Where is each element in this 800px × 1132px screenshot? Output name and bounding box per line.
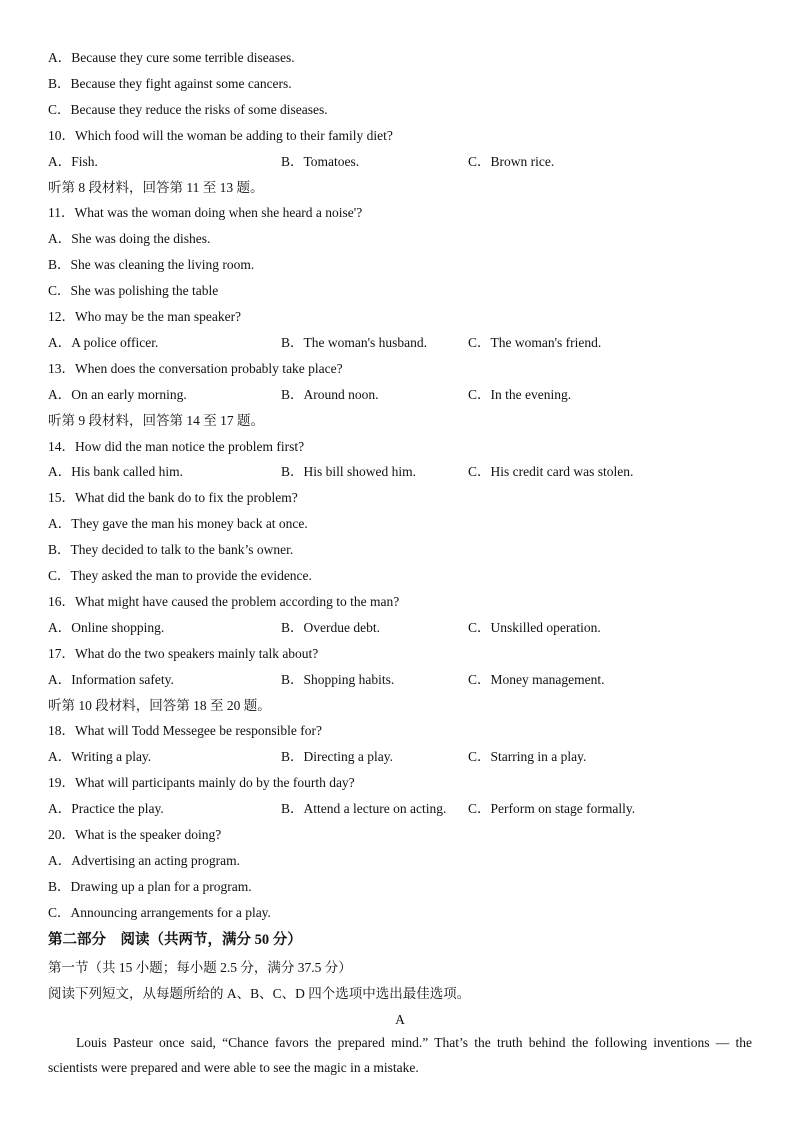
- text-line: A．She was doing the dishes.: [48, 231, 211, 247]
- option-item: B．Shopping habits.: [281, 671, 395, 687]
- option-row: [48, 154, 752, 170]
- text-line: 12．Who may be the man speaker?: [48, 309, 242, 324]
- text-line: 听第 10 段材料，回答第 18 至 20 题。: [48, 697, 271, 713]
- text-line: B．Drawing up a plan for a program.: [48, 878, 252, 894]
- text-line: 15．What did the bank do to fix the problem?: [48, 490, 298, 506]
- option-item: A．Fish.: [48, 153, 98, 169]
- option-item: A．Online shopping.: [48, 619, 165, 635]
- option-item: C．His credit card was stolen.: [468, 464, 634, 480]
- text-line: 16．What might have caused the problem according to the man?: [48, 593, 400, 609]
- passage-text: Louis Pasteur once said, “Chance favors the prepared mind.” That’s the truth behind the following inventions — the scientists were prepared and were able to see the magic in a mistake.: [48, 1035, 752, 1075]
- text-line: B．Because they fight against some cancers.: [48, 75, 292, 91]
- option-row: [48, 801, 752, 817]
- text-line: 14．How did the man notice the problem first?: [48, 438, 305, 454]
- text-line: 17．What do the two speakers mainly talk about?: [48, 645, 319, 661]
- option-row: [48, 620, 752, 636]
- text-line: 19．What will participants mainly do by the fourth day?: [48, 775, 355, 791]
- text-line: C．They asked the man to provide the evidence.: [48, 568, 312, 583]
- text-line: 13．When does the conversation probably take place?: [48, 360, 343, 376]
- text-line: 10．Which food will the woman be adding to their family diet?: [48, 127, 393, 143]
- text-line: A．They gave the man his money back at once.: [48, 516, 308, 532]
- text-line: A．Advertising an acting program.: [48, 852, 240, 868]
- option-row: [48, 335, 752, 351]
- option-item: C．In the evening.: [468, 386, 572, 402]
- text-line: C．She was polishing the table: [48, 283, 219, 299]
- section-title: 第二部分 阅读（共两节，满分 50 分）: [48, 932, 302, 948]
- option-item: C．Brown rice.: [468, 153, 555, 169]
- option-row: [48, 464, 752, 480]
- option-item: C．Perform on stage formally.: [468, 801, 636, 817]
- option-item: B．The woman's husband.: [281, 334, 428, 350]
- text-line: A．Because they cure some terrible diseases.: [48, 50, 295, 65]
- text-line: B．They decided to talk to the bank’s owner.: [48, 542, 294, 558]
- text-line: C．Because they reduce the risks of some diseases.: [48, 101, 328, 117]
- option-item: A．On an early morning.: [48, 386, 187, 402]
- option-item: B．Around noon.: [281, 386, 379, 402]
- option-row: [48, 749, 752, 765]
- text-line: 11．What was the woman doing when she heard a noise'?: [48, 205, 363, 221]
- option-item: A．Information safety.: [48, 671, 174, 687]
- passage-label: A: [395, 1012, 405, 1027]
- option-item: B．His bill showed him.: [281, 464, 417, 480]
- option-item: A．Writing a play.: [48, 749, 152, 765]
- option-row: [48, 387, 752, 403]
- option-item: B．Directing a play.: [281, 749, 393, 765]
- option-item: B．Overdue debt.: [281, 619, 380, 635]
- option-item: C．Money management.: [468, 671, 605, 687]
- text-line: 20．What is the speaker doing?: [48, 827, 222, 842]
- option-row: [48, 672, 752, 688]
- option-item: A．Practice the play.: [48, 801, 164, 817]
- text-line: 18．What will Todd Messegee be responsible for?: [48, 723, 322, 739]
- option-item: C．Unskilled operation.: [468, 619, 601, 635]
- option-item: C．The woman's friend.: [468, 334, 602, 350]
- option-item: A．A police officer.: [48, 334, 159, 350]
- text-line: 听第 9 段材料，回答第 14 至 17 题。: [48, 412, 264, 428]
- text-line: 听第 8 段材料，回答第 11 至 13 题。: [48, 179, 264, 195]
- subsection-heading: 第一节（共 15 小题；每小题 2.5 分，满分 37.5 分）: [48, 960, 352, 975]
- option-item: B．Attend a lecture on acting.: [281, 801, 447, 817]
- option-item: C．Starring in a play.: [468, 749, 587, 765]
- reading-instruction: 阅读下列短文，从每题所给的 A、B、C、D 四个选项中选出最佳选项。: [48, 986, 471, 1001]
- text-line: C．Announcing arrangements for a play.: [48, 904, 271, 920]
- option-item: B．Tomatoes.: [281, 153, 360, 169]
- option-item: A．His bank called him.: [48, 464, 183, 480]
- text-line: B．She was cleaning the living room.: [48, 257, 255, 273]
